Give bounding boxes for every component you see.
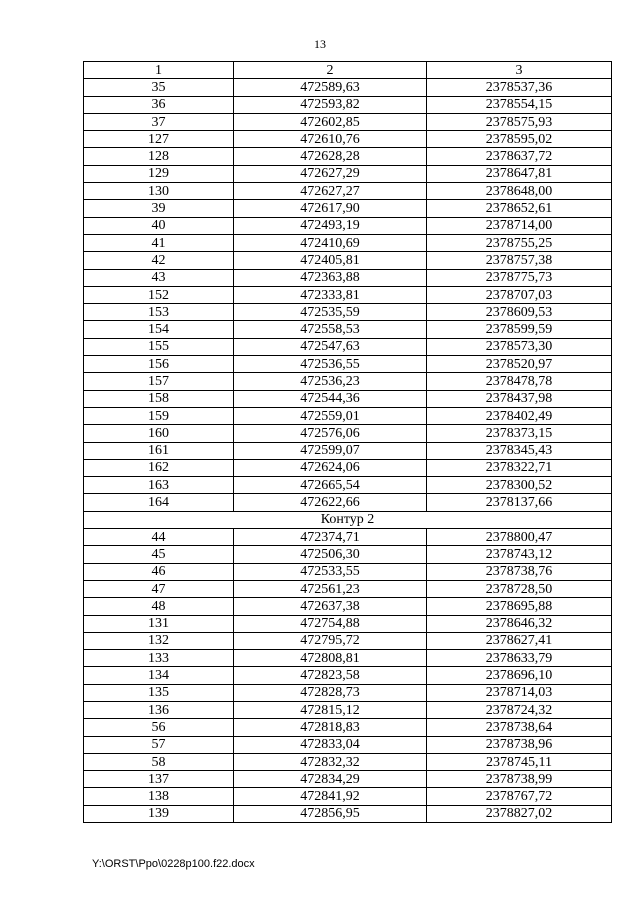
y-coordinate-cell: 2378775,73 bbox=[427, 269, 612, 286]
x-coordinate-cell: 472576,06 bbox=[234, 425, 427, 442]
y-coordinate-cell: 2378322,71 bbox=[427, 459, 612, 476]
point-number-cell: 137 bbox=[84, 771, 234, 788]
x-coordinate-cell: 472841,92 bbox=[234, 788, 427, 805]
x-coordinate-cell: 472559,01 bbox=[234, 407, 427, 424]
point-number-cell: 161 bbox=[84, 442, 234, 459]
point-number-cell: 47 bbox=[84, 580, 234, 597]
y-coordinate-cell: 2378402,49 bbox=[427, 407, 612, 424]
y-coordinate-cell: 2378647,81 bbox=[427, 165, 612, 182]
point-number-cell: 132 bbox=[84, 632, 234, 649]
x-coordinate-cell: 472547,63 bbox=[234, 338, 427, 355]
x-coordinate-cell: 472617,90 bbox=[234, 200, 427, 217]
y-coordinate-cell: 2378652,61 bbox=[427, 200, 612, 217]
y-coordinate-cell: 2378437,98 bbox=[427, 390, 612, 407]
y-coordinate-cell: 2378743,12 bbox=[427, 546, 612, 563]
column-header-3: 3 bbox=[427, 62, 612, 79]
x-coordinate-cell: 472823,58 bbox=[234, 667, 427, 684]
y-coordinate-cell: 2378300,52 bbox=[427, 477, 612, 494]
point-number-cell: 44 bbox=[84, 529, 234, 546]
table-row bbox=[84, 701, 612, 718]
x-coordinate-cell: 472405,81 bbox=[234, 252, 427, 269]
x-coordinate-cell: 472589,63 bbox=[234, 79, 427, 96]
point-number-cell: 45 bbox=[84, 546, 234, 563]
file-path-footer: Y:\ORST\Ppo\0228p100.f22.docx bbox=[92, 858, 255, 870]
x-coordinate-cell: 472856,95 bbox=[234, 805, 427, 822]
coordinates-table bbox=[83, 61, 612, 823]
table-row bbox=[84, 338, 612, 355]
y-coordinate-cell: 2378714,00 bbox=[427, 217, 612, 234]
x-coordinate-cell: 472599,07 bbox=[234, 442, 427, 459]
point-number-cell: 135 bbox=[84, 684, 234, 701]
point-number-cell: 157 bbox=[84, 373, 234, 390]
table-row bbox=[84, 719, 612, 736]
table-header-row bbox=[84, 62, 612, 79]
y-coordinate-cell: 2378738,99 bbox=[427, 771, 612, 788]
point-number-cell: 158 bbox=[84, 390, 234, 407]
point-number-cell: 35 bbox=[84, 79, 234, 96]
table-row bbox=[84, 494, 612, 511]
x-coordinate-cell: 472808,81 bbox=[234, 650, 427, 667]
point-number-cell: 57 bbox=[84, 736, 234, 753]
table-row bbox=[84, 79, 612, 96]
table-row bbox=[84, 407, 612, 424]
y-coordinate-cell: 2378696,10 bbox=[427, 667, 612, 684]
table-row bbox=[84, 477, 612, 494]
y-coordinate-cell: 2378137,66 bbox=[427, 494, 612, 511]
table-row bbox=[84, 217, 612, 234]
table-row bbox=[84, 442, 612, 459]
y-coordinate-cell: 2378595,02 bbox=[427, 131, 612, 148]
y-coordinate-cell: 2378373,15 bbox=[427, 425, 612, 442]
y-coordinate-cell: 2378728,50 bbox=[427, 580, 612, 597]
table-row bbox=[84, 684, 612, 701]
point-number-cell: 131 bbox=[84, 615, 234, 632]
x-coordinate-cell: 472533,55 bbox=[234, 563, 427, 580]
x-coordinate-cell: 472624,06 bbox=[234, 459, 427, 476]
table-row bbox=[84, 165, 612, 182]
y-coordinate-cell: 2378345,43 bbox=[427, 442, 612, 459]
point-number-cell: 153 bbox=[84, 304, 234, 321]
point-number-cell: 160 bbox=[84, 425, 234, 442]
y-coordinate-cell: 2378609,53 bbox=[427, 304, 612, 321]
table-row bbox=[84, 200, 612, 217]
y-coordinate-cell: 2378738,64 bbox=[427, 719, 612, 736]
y-coordinate-cell: 2378537,36 bbox=[427, 79, 612, 96]
y-coordinate-cell: 2378738,76 bbox=[427, 563, 612, 580]
x-coordinate-cell: 472493,19 bbox=[234, 217, 427, 234]
x-coordinate-cell: 472333,81 bbox=[234, 286, 427, 303]
point-number-cell: 128 bbox=[84, 148, 234, 165]
x-coordinate-cell: 472665,54 bbox=[234, 477, 427, 494]
table-row bbox=[84, 321, 612, 338]
y-coordinate-cell: 2378714,03 bbox=[427, 684, 612, 701]
table-row bbox=[84, 390, 612, 407]
table-row bbox=[84, 459, 612, 476]
table-row bbox=[84, 805, 612, 822]
point-number-cell: 155 bbox=[84, 338, 234, 355]
y-coordinate-cell: 2378800,47 bbox=[427, 529, 612, 546]
y-coordinate-cell: 2378554,15 bbox=[427, 96, 612, 113]
y-coordinate-cell: 2378695,88 bbox=[427, 598, 612, 615]
x-coordinate-cell: 472535,59 bbox=[234, 304, 427, 321]
table-row bbox=[84, 425, 612, 442]
point-number-cell: 163 bbox=[84, 477, 234, 494]
x-coordinate-cell: 472536,23 bbox=[234, 373, 427, 390]
x-coordinate-cell: 472637,38 bbox=[234, 598, 427, 615]
point-number-cell: 156 bbox=[84, 356, 234, 373]
y-coordinate-cell: 2378738,96 bbox=[427, 736, 612, 753]
x-coordinate-cell: 472561,23 bbox=[234, 580, 427, 597]
point-number-cell: 127 bbox=[84, 131, 234, 148]
x-coordinate-cell: 472602,85 bbox=[234, 113, 427, 130]
table-row bbox=[84, 529, 612, 546]
point-number-cell: 164 bbox=[84, 494, 234, 511]
y-coordinate-cell: 2378478,78 bbox=[427, 373, 612, 390]
table-row bbox=[84, 788, 612, 805]
y-coordinate-cell: 2378575,93 bbox=[427, 113, 612, 130]
x-coordinate-cell: 472410,69 bbox=[234, 234, 427, 251]
point-number-cell: 40 bbox=[84, 217, 234, 234]
table-row bbox=[84, 373, 612, 390]
x-coordinate-cell: 472536,55 bbox=[234, 356, 427, 373]
x-coordinate-cell: 472815,12 bbox=[234, 701, 427, 718]
table-row bbox=[84, 286, 612, 303]
x-coordinate-cell: 472833,04 bbox=[234, 736, 427, 753]
point-number-cell: 41 bbox=[84, 234, 234, 251]
x-coordinate-cell: 472544,36 bbox=[234, 390, 427, 407]
y-coordinate-cell: 2378724,32 bbox=[427, 701, 612, 718]
point-number-cell: 139 bbox=[84, 805, 234, 822]
table-row bbox=[84, 632, 612, 649]
y-coordinate-cell: 2378599,59 bbox=[427, 321, 612, 338]
table-row bbox=[84, 96, 612, 113]
point-number-cell: 36 bbox=[84, 96, 234, 113]
point-number-cell: 48 bbox=[84, 598, 234, 615]
x-coordinate-cell: 472828,73 bbox=[234, 684, 427, 701]
table-row bbox=[84, 131, 612, 148]
point-number-cell: 136 bbox=[84, 701, 234, 718]
x-coordinate-cell: 472374,71 bbox=[234, 529, 427, 546]
section-title-row bbox=[84, 511, 612, 528]
point-number-cell: 39 bbox=[84, 200, 234, 217]
y-coordinate-cell: 2378627,41 bbox=[427, 632, 612, 649]
table-row bbox=[84, 252, 612, 269]
x-coordinate-cell: 472593,82 bbox=[234, 96, 427, 113]
y-coordinate-cell: 2378573,30 bbox=[427, 338, 612, 355]
table-row bbox=[84, 269, 612, 286]
x-coordinate-cell: 472506,30 bbox=[234, 546, 427, 563]
x-coordinate-cell: 472818,83 bbox=[234, 719, 427, 736]
table-row bbox=[84, 356, 612, 373]
x-coordinate-cell: 472558,53 bbox=[234, 321, 427, 338]
y-coordinate-cell: 2378637,72 bbox=[427, 148, 612, 165]
x-coordinate-cell: 472834,29 bbox=[234, 771, 427, 788]
point-number-cell: 129 bbox=[84, 165, 234, 182]
point-number-cell: 130 bbox=[84, 183, 234, 200]
x-coordinate-cell: 472628,28 bbox=[234, 148, 427, 165]
table-row bbox=[84, 736, 612, 753]
y-coordinate-cell: 2378707,03 bbox=[427, 286, 612, 303]
table-row bbox=[84, 667, 612, 684]
point-number-cell: 133 bbox=[84, 650, 234, 667]
table-row bbox=[84, 304, 612, 321]
table-row bbox=[84, 615, 612, 632]
y-coordinate-cell: 2378755,25 bbox=[427, 234, 612, 251]
point-number-cell: 134 bbox=[84, 667, 234, 684]
table-row bbox=[84, 598, 612, 615]
page-number: 13 bbox=[314, 37, 326, 51]
column-header-2: 2 bbox=[234, 62, 427, 79]
y-coordinate-cell: 2378827,02 bbox=[427, 805, 612, 822]
point-number-cell: 42 bbox=[84, 252, 234, 269]
point-number-cell: 162 bbox=[84, 459, 234, 476]
table-row bbox=[84, 771, 612, 788]
coordinates-table-body bbox=[84, 62, 612, 823]
x-coordinate-cell: 472832,32 bbox=[234, 753, 427, 770]
point-number-cell: 152 bbox=[84, 286, 234, 303]
x-coordinate-cell: 472754,88 bbox=[234, 615, 427, 632]
point-number-cell: 58 bbox=[84, 753, 234, 770]
table-row bbox=[84, 183, 612, 200]
table-row bbox=[84, 148, 612, 165]
table-row bbox=[84, 753, 612, 770]
column-header-1: 1 bbox=[84, 62, 234, 79]
x-coordinate-cell: 472627,27 bbox=[234, 183, 427, 200]
table-row bbox=[84, 113, 612, 130]
y-coordinate-cell: 2378520,97 bbox=[427, 356, 612, 373]
x-coordinate-cell: 472627,29 bbox=[234, 165, 427, 182]
point-number-cell: 43 bbox=[84, 269, 234, 286]
point-number-cell: 138 bbox=[84, 788, 234, 805]
x-coordinate-cell: 472610,76 bbox=[234, 131, 427, 148]
point-number-cell: 56 bbox=[84, 719, 234, 736]
y-coordinate-cell: 2378757,38 bbox=[427, 252, 612, 269]
y-coordinate-cell: 2378767,72 bbox=[427, 788, 612, 805]
section-title: Контур 2 bbox=[84, 511, 612, 528]
y-coordinate-cell: 2378646,32 bbox=[427, 615, 612, 632]
x-coordinate-cell: 472795,72 bbox=[234, 632, 427, 649]
table-row bbox=[84, 650, 612, 667]
y-coordinate-cell: 2378745,11 bbox=[427, 753, 612, 770]
table-row bbox=[84, 234, 612, 251]
point-number-cell: 46 bbox=[84, 563, 234, 580]
point-number-cell: 154 bbox=[84, 321, 234, 338]
y-coordinate-cell: 2378648,00 bbox=[427, 183, 612, 200]
table-row bbox=[84, 546, 612, 563]
y-coordinate-cell: 2378633,79 bbox=[427, 650, 612, 667]
point-number-cell: 37 bbox=[84, 113, 234, 130]
table-row bbox=[84, 563, 612, 580]
point-number-cell: 159 bbox=[84, 407, 234, 424]
x-coordinate-cell: 472363,88 bbox=[234, 269, 427, 286]
table-row bbox=[84, 580, 612, 597]
x-coordinate-cell: 472622,66 bbox=[234, 494, 427, 511]
